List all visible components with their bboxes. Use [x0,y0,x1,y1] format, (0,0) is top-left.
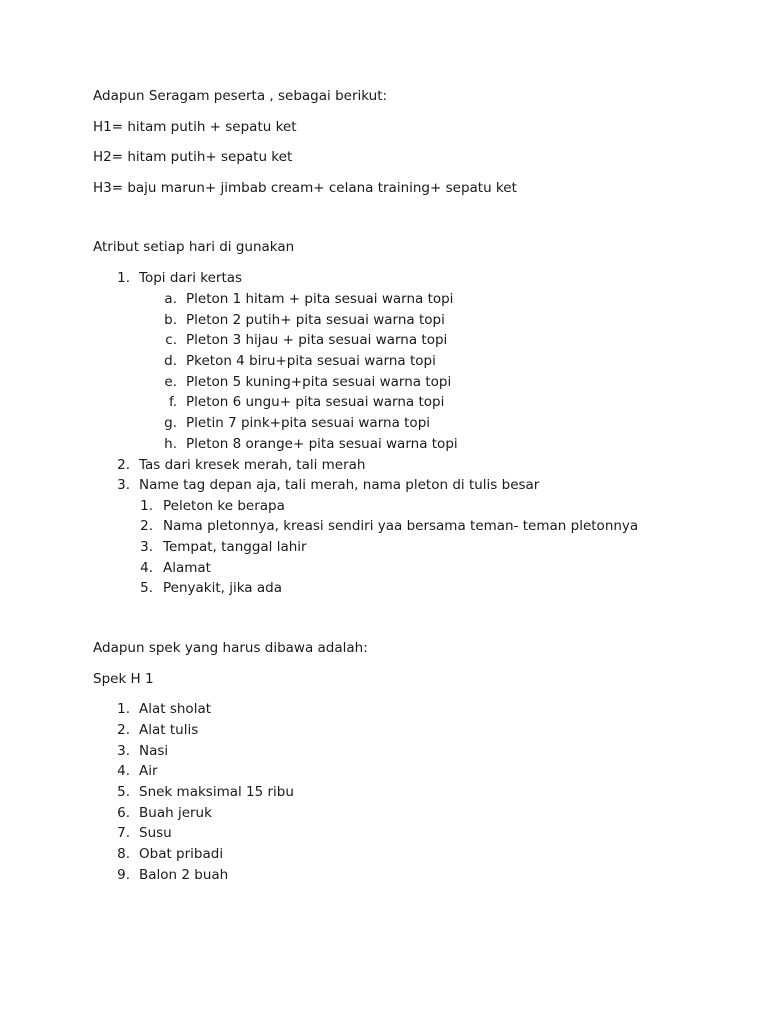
uniform-h3: H3= baju marun+ jimbab cream+ celana training+ sepatu ket [93,180,517,196]
spec-heading: Adapun spek yang harus dibawa adalah: [93,640,368,656]
document-page: Adapun Seragam peserta , sebagai berikut: H1= hitam putih + sepatu ket H2= hitam putih+ sepatu ket H3= baju marun+ jimbab cream+ celana training+ sepatu ket Atribut setiap hari di gunakan 1. Topi dari kertas a. Pleton 1 hitam + pita sesuai warna topi b. Pleton 2 putih+ pita sesuai warna topi c. Pleton 3 hijau + pita sesuai warna topi d. Pketon 4 biru+pita sesuai warna topi e. Pleton 5 kuning+pita sesuai warna topi f. Pleton 6 ungu+ pita sesuai warna topi g. Pletin 7 pink+pita sesuai warna topi h. Pleton 8 orange+ pita sesuai warna topi 2. Tas dari kresek merah, tali merah 3. Name tag depan aja, tali merah, nama pleton di tulis besar 1. Peleton ke berapa 2. Nama pletonnya, kreasi sendiri yaa bersama teman- teman pletonnya 3. Tempat, tanggal lahir 4. Alamat 5. Penyakit, jika ada Adapun spek yang harus dibawa adalah: Spek H 1 1. Alat sholat 2. Alat tulis 3. Nasi 4. Air 5. Snek maksimal 15 ribu 6. Buah jeruk 7. Susu 8. Obat pribadi 9. Balon 2 buah [93,88,639,883]
intro-text: Adapun Seragam peserta , sebagai berikut: [93,88,388,104]
uniform-h1: H1= hitam putih + sepatu ket [93,119,297,135]
attributes-heading: Atribut setiap hari di gunakan [93,239,295,255]
spec-subheading: Spek H 1 [93,671,154,687]
uniform-h2: H2= hitam putih+ sepatu ket [93,149,293,165]
